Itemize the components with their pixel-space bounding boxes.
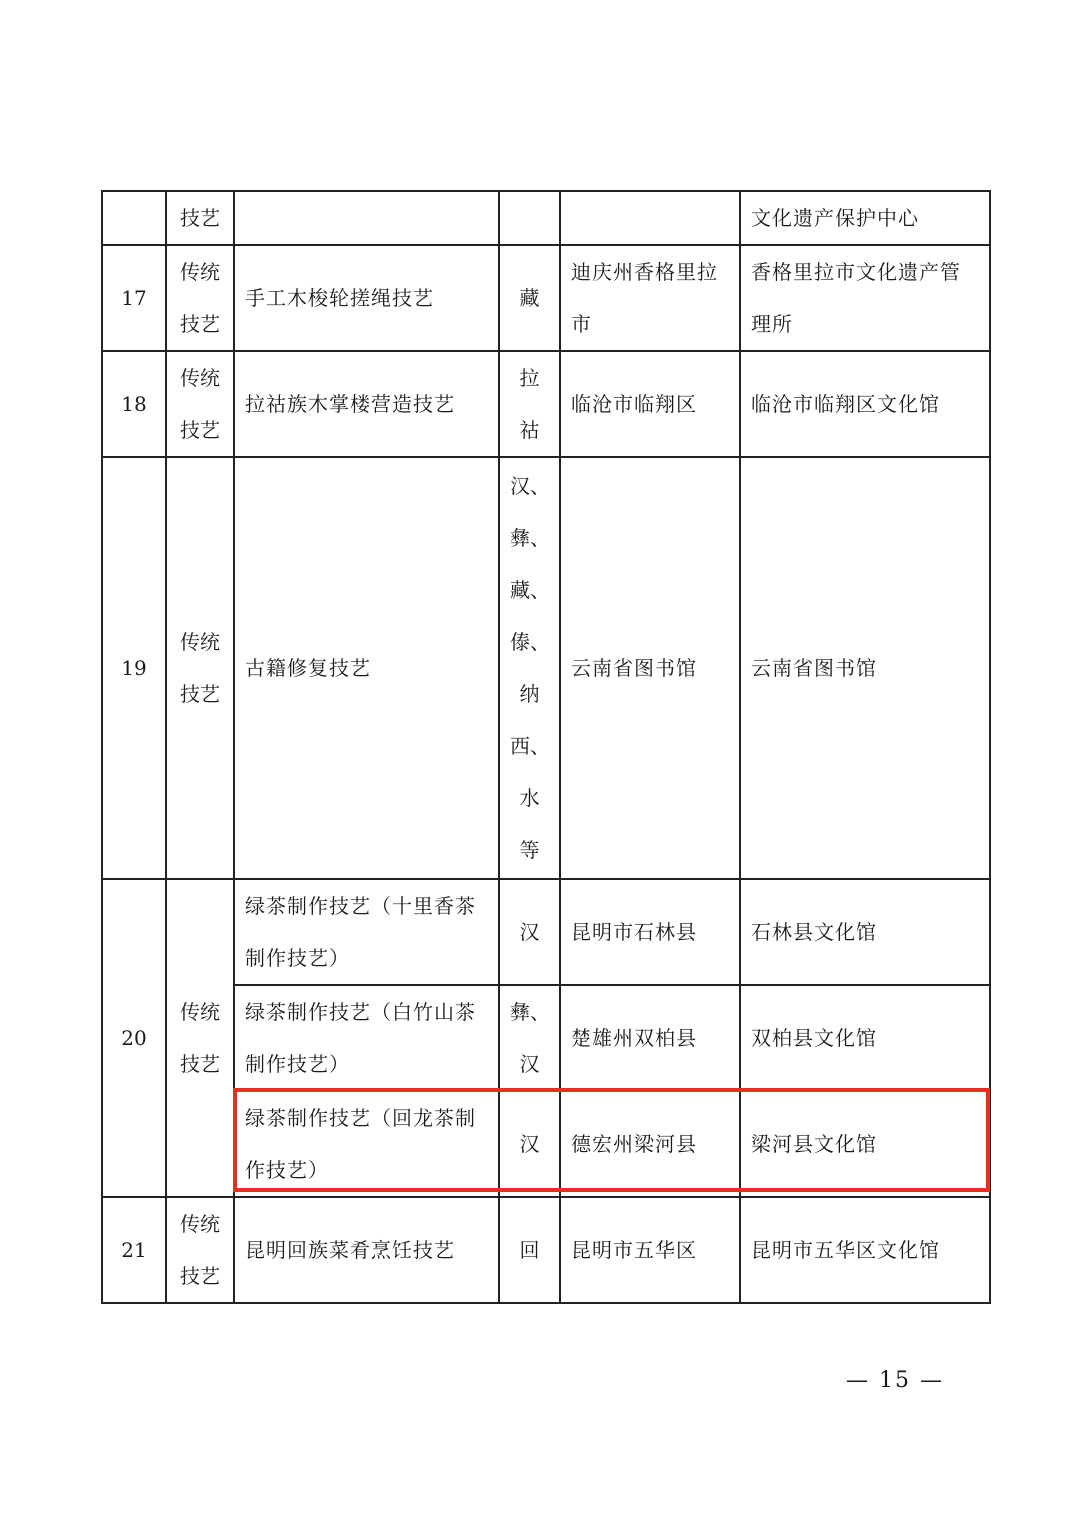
category-cell bbox=[166, 879, 234, 1197]
table-subrow bbox=[102, 985, 990, 1091]
ethnicity-text: 汉 bbox=[519, 1052, 540, 1076]
category-text: 传统 bbox=[180, 260, 220, 284]
ethnicity-cell bbox=[499, 1197, 560, 1303]
ethnicity-text: 西、 bbox=[510, 734, 550, 758]
ethnicity-text: 藏 bbox=[519, 286, 540, 310]
region-cell bbox=[560, 191, 740, 245]
ethnicity-text: 彝、 bbox=[510, 1000, 550, 1024]
ethnicity-text: 纳 bbox=[519, 682, 540, 706]
ethnicity-text: 傣、 bbox=[510, 630, 550, 654]
project-name-cell: 绿茶制作技艺（十里香茶制作技艺） bbox=[234, 879, 499, 985]
ethnicity-text: 汉 bbox=[519, 1132, 540, 1156]
ethnicity-cell bbox=[499, 985, 560, 1091]
protection-unit-cell: 文化遗产保护中心 bbox=[740, 191, 990, 245]
project-name-cell: 昆明回族菜肴烹饪技艺 bbox=[234, 1197, 499, 1303]
ethnicity-text: 拉 bbox=[519, 366, 540, 390]
category-text: 技艺 bbox=[180, 312, 220, 336]
ethnicity-text: 彝、 bbox=[510, 526, 550, 550]
category-text: 技艺 bbox=[180, 682, 220, 706]
category-text: 传统 bbox=[180, 366, 220, 390]
region-cell: 楚雄州双柏县 bbox=[560, 985, 740, 1091]
category-cell bbox=[166, 245, 234, 351]
ethnicity-cell bbox=[499, 245, 560, 351]
category-cell bbox=[166, 1197, 234, 1303]
row-number-cell bbox=[102, 191, 166, 245]
table-row bbox=[102, 457, 990, 879]
project-name-cell bbox=[234, 191, 499, 245]
protection-unit-cell: 梁河县文化馆 bbox=[740, 1091, 990, 1197]
heritage-project-table bbox=[101, 190, 991, 1304]
protection-unit-cell: 临沧市临翔区文化馆 bbox=[740, 351, 990, 457]
project-name-cell: 绿茶制作技艺（白竹山茶制作技艺） bbox=[234, 985, 499, 1091]
ethnicity-cell bbox=[499, 191, 560, 245]
category-text: 技艺 bbox=[180, 418, 220, 442]
row-number-cell: 21 bbox=[102, 1197, 166, 1303]
ethnicity-cell bbox=[499, 879, 560, 985]
ethnicity-text: 汉、 bbox=[510, 474, 550, 498]
ethnicity-text: 等 bbox=[519, 838, 540, 862]
category-text: 技艺 bbox=[180, 1052, 220, 1076]
protection-unit-cell: 石林县文化馆 bbox=[740, 879, 990, 985]
protection-unit-cell: 香格里拉市文化遗产管理所 bbox=[740, 245, 990, 351]
project-name-cell: 拉祜族木掌楼营造技艺 bbox=[234, 351, 499, 457]
project-name-cell: 手工木梭轮搓绳技艺 bbox=[234, 245, 499, 351]
table-row bbox=[102, 1197, 990, 1303]
table-row bbox=[102, 245, 990, 351]
ethnicity-cell bbox=[499, 1091, 560, 1197]
category-cell bbox=[166, 351, 234, 457]
ethnicity-text: 回 bbox=[519, 1238, 540, 1262]
project-name-cell: 古籍修复技艺 bbox=[234, 457, 499, 879]
category-text: 技艺 bbox=[180, 1264, 220, 1288]
region-cell: 昆明市石林县 bbox=[560, 879, 740, 985]
table-subrow bbox=[102, 1091, 990, 1197]
table-row-continuation bbox=[102, 191, 990, 245]
region-cell: 临沧市临翔区 bbox=[560, 351, 740, 457]
ethnicity-text: 藏、 bbox=[510, 578, 550, 602]
ethnicity-text: 祜 bbox=[519, 418, 540, 442]
row-number-cell: 17 bbox=[102, 245, 166, 351]
row-number-cell: 20 bbox=[102, 879, 166, 1197]
region-cell: 德宏州梁河县 bbox=[560, 1091, 740, 1197]
protection-unit-cell: 云南省图书馆 bbox=[740, 457, 990, 879]
row-number-cell: 19 bbox=[102, 457, 166, 879]
ethnicity-cell bbox=[499, 457, 560, 879]
category-cell bbox=[166, 457, 234, 879]
region-cell: 昆明市五华区 bbox=[560, 1197, 740, 1303]
project-name-cell: 绿茶制作技艺（回龙茶制作技艺） bbox=[234, 1091, 499, 1197]
protection-unit-cell: 昆明市五华区文化馆 bbox=[740, 1197, 990, 1303]
page-number: — 15 — bbox=[846, 1368, 944, 1393]
table-row bbox=[102, 879, 990, 985]
table-row bbox=[102, 351, 990, 457]
region-cell: 云南省图书馆 bbox=[560, 457, 740, 879]
region-cell: 迪庆州香格里拉市 bbox=[560, 245, 740, 351]
ethnicity-text: 水 bbox=[519, 786, 540, 810]
category-text: 传统 bbox=[180, 1000, 220, 1024]
row-number-cell: 18 bbox=[102, 351, 166, 457]
ethnicity-text: 汉 bbox=[519, 920, 540, 944]
ethnicity-cell bbox=[499, 351, 560, 457]
category-text: 传统 bbox=[180, 630, 220, 654]
protection-unit-cell: 双柏县文化馆 bbox=[740, 985, 990, 1091]
category-cell: 技艺 bbox=[166, 191, 234, 245]
category-text: 传统 bbox=[180, 1212, 220, 1236]
